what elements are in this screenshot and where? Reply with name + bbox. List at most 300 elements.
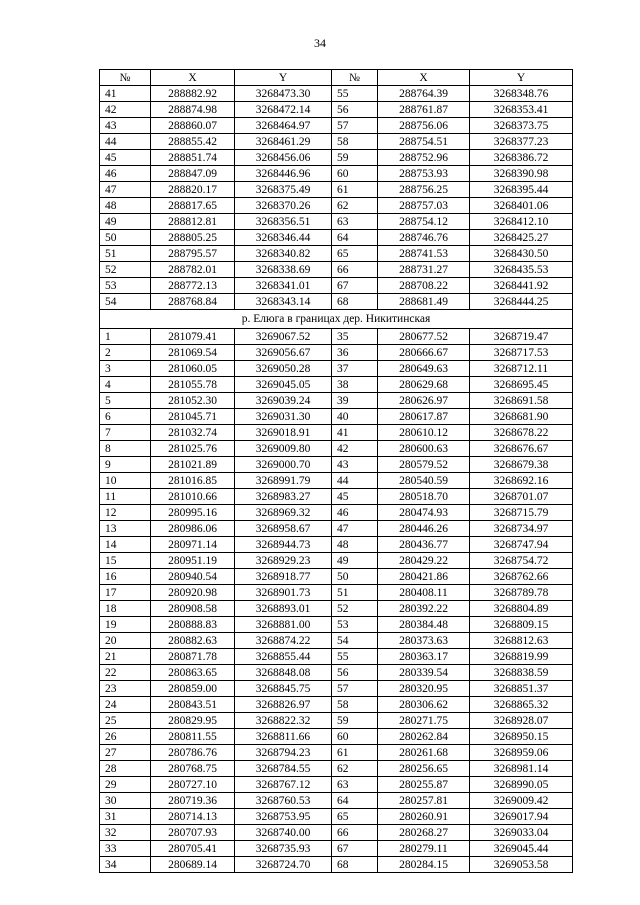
x-value-cell: 280284.15 [378,857,470,873]
y-value-cell: 3268435.53 [470,262,573,278]
x-value-cell: 280421.86 [378,569,470,585]
point-number-cell: 2 [100,345,151,361]
y-value-cell: 3268812.63 [470,633,573,649]
table-row [100,214,573,230]
table-row [100,278,573,294]
point-number-cell: 39 [332,393,378,409]
table-row [100,713,573,729]
x-value-cell: 288805.25 [151,230,235,246]
x-value-cell: 288812.81 [151,214,235,230]
x-value-cell: 280257.81 [378,793,470,809]
y-value-cell: 3268715.79 [470,505,573,521]
y-value-cell: 3268701.07 [470,489,573,505]
y-value-cell: 3268375.49 [235,182,332,198]
y-value-cell: 3268338.69 [235,262,332,278]
y-value-cell: 3268822.32 [235,713,332,729]
x-value-cell: 281069.54 [151,345,235,361]
point-number-cell: 32 [100,825,151,841]
table-row [100,825,573,841]
y-value-cell: 3268719.47 [470,329,573,345]
table-row [100,649,573,665]
point-number-cell: 57 [332,118,378,134]
x-value-cell: 288757.03 [378,198,470,214]
point-number-cell: 52 [332,601,378,617]
point-number-cell: 52 [100,262,151,278]
x-value-cell: 280268.27 [378,825,470,841]
x-value-cell: 280719.36 [151,793,235,809]
point-number-cell: 60 [332,729,378,745]
point-number-cell: 55 [332,86,378,102]
y-value-cell: 3268473.30 [235,86,332,102]
y-value-cell: 3268717.53 [470,345,573,361]
x-value-cell: 280863.65 [151,665,235,681]
x-value-cell: 288756.06 [378,118,470,134]
x-value-cell: 288754.51 [378,134,470,150]
point-number-cell: 54 [332,633,378,649]
y-value-cell: 3268753.95 [235,809,332,825]
point-number-cell: 46 [100,166,151,182]
point-number-cell: 59 [332,713,378,729]
table-row [100,473,573,489]
x-value-cell: 288874.98 [151,102,235,118]
y-value-cell: 3268340.82 [235,246,332,262]
point-number-cell: 62 [332,198,378,214]
x-value-cell: 288817.65 [151,198,235,214]
x-value-cell: 280707.93 [151,825,235,841]
x-value-cell: 280649.63 [378,361,470,377]
point-number-cell: 40 [332,409,378,425]
point-number-cell: 67 [332,841,378,857]
point-number-cell: 44 [100,134,151,150]
point-number-cell: 31 [100,809,151,825]
point-number-cell: 24 [100,697,151,713]
x-value-cell: 280995.16 [151,505,235,521]
y-value-cell: 3268811.66 [235,729,332,745]
y-value-cell: 3268692.16 [470,473,573,489]
x-value-cell: 280888.83 [151,617,235,633]
x-value-cell: 288772.13 [151,278,235,294]
y-value-cell: 3268760.53 [235,793,332,809]
y-value-cell: 3268918.77 [235,569,332,585]
point-number-cell: 16 [100,569,151,585]
table-row [100,198,573,214]
y-value-cell: 3268784.55 [235,761,332,777]
point-number-cell: 23 [100,681,151,697]
block1-body [100,86,573,310]
header-number-1: № [100,70,151,86]
table-header-row [100,70,573,86]
table-row [100,505,573,521]
point-number-cell: 63 [332,777,378,793]
y-value-cell: 3268928.07 [470,713,573,729]
x-value-cell: 280408.11 [378,585,470,601]
x-value-cell: 280986.06 [151,521,235,537]
y-value-cell: 3268679.38 [470,457,573,473]
x-value-cell: 280768.75 [151,761,235,777]
point-number-cell: 36 [332,345,378,361]
point-number-cell: 66 [332,262,378,278]
table-row [100,633,573,649]
header-x-2: X [378,70,470,86]
block2-body [100,329,573,873]
y-value-cell: 3268461.29 [235,134,332,150]
y-value-cell: 3268724.70 [235,857,332,873]
y-value-cell: 3268356.51 [235,214,332,230]
table-row [100,118,573,134]
point-number-cell: 26 [100,729,151,745]
x-value-cell: 281045.71 [151,409,235,425]
y-value-cell: 3268441.92 [470,278,573,294]
point-number-cell: 42 [332,441,378,457]
x-value-cell: 280727.10 [151,777,235,793]
point-number-cell: 34 [100,857,151,873]
x-value-cell: 288752.96 [378,150,470,166]
y-value-cell: 3269018.91 [235,425,332,441]
point-number-cell: 12 [100,505,151,521]
x-value-cell: 280271.75 [378,713,470,729]
point-number-cell: 54 [100,294,151,310]
y-value-cell: 3268425.27 [470,230,573,246]
point-number-cell: 43 [332,457,378,473]
y-value-cell: 3268341.01 [235,278,332,294]
coordinates-table [99,69,573,873]
x-value-cell: 280705.41 [151,841,235,857]
y-value-cell: 3268874.22 [235,633,332,649]
y-value-cell: 3268386.72 [470,150,573,166]
point-number-cell: 1 [100,329,151,345]
table-row [100,585,573,601]
x-value-cell: 280373.63 [378,633,470,649]
y-value-cell: 3268851.37 [470,681,573,697]
x-value-cell: 280629.68 [378,377,470,393]
point-number-cell: 67 [332,278,378,294]
y-value-cell: 3268747.94 [470,537,573,553]
y-value-cell: 3268346.44 [235,230,332,246]
point-number-cell: 17 [100,585,151,601]
y-value-cell: 3269039.24 [235,393,332,409]
header-x-1: X [151,70,235,86]
point-number-cell: 13 [100,521,151,537]
x-value-cell: 281060.05 [151,361,235,377]
point-number-cell: 35 [332,329,378,345]
point-number-cell: 42 [100,102,151,118]
point-number-cell: 66 [332,825,378,841]
table-row [100,489,573,505]
y-value-cell: 3268472.14 [235,102,332,118]
point-number-cell: 9 [100,457,151,473]
y-value-cell: 3268981.14 [470,761,573,777]
point-number-cell: 27 [100,745,151,761]
y-value-cell: 3268430.50 [470,246,573,262]
y-value-cell: 3268343.14 [235,294,332,310]
table-row [100,262,573,278]
x-value-cell: 281016.85 [151,473,235,489]
y-value-cell: 3269009.80 [235,441,332,457]
point-number-cell: 53 [332,617,378,633]
x-value-cell: 280677.52 [378,329,470,345]
x-value-cell: 288820.17 [151,182,235,198]
x-value-cell: 281021.89 [151,457,235,473]
y-value-cell: 3268676.67 [470,441,573,457]
point-number-cell: 48 [332,537,378,553]
header-y-2: Y [470,70,573,86]
y-value-cell: 3268353.41 [470,102,573,118]
y-value-cell: 3268691.58 [470,393,573,409]
point-number-cell: 7 [100,425,151,441]
y-value-cell: 3268373.75 [470,118,573,134]
y-value-cell: 3268958.67 [235,521,332,537]
x-value-cell: 280320.95 [378,681,470,697]
x-value-cell: 280610.12 [378,425,470,441]
header-y-1: Y [235,70,332,86]
point-number-cell: 33 [100,841,151,857]
x-value-cell: 280255.87 [378,777,470,793]
x-value-cell: 288681.49 [378,294,470,310]
table-row [100,294,573,310]
table-row [100,361,573,377]
y-value-cell: 3268695.45 [470,377,573,393]
point-number-cell: 25 [100,713,151,729]
point-number-cell: 30 [100,793,151,809]
x-value-cell: 288741.53 [378,246,470,262]
table-row [100,617,573,633]
x-value-cell: 281032.74 [151,425,235,441]
x-value-cell: 280829.95 [151,713,235,729]
point-number-cell: 56 [332,665,378,681]
point-number-cell: 60 [332,166,378,182]
table-row [100,777,573,793]
x-value-cell: 280617.87 [378,409,470,425]
x-value-cell: 280446.26 [378,521,470,537]
x-value-cell: 288764.39 [378,86,470,102]
table-row [100,809,573,825]
x-value-cell: 288753.93 [378,166,470,182]
point-number-cell: 11 [100,489,151,505]
y-value-cell: 3268838.59 [470,665,573,681]
table-row [100,102,573,118]
y-value-cell: 3268456.06 [235,150,332,166]
point-number-cell: 65 [332,809,378,825]
section-title: р. Елюга в границах дер. Никитинская [100,310,573,329]
table-row [100,521,573,537]
point-number-cell: 28 [100,761,151,777]
x-value-cell: 288754.12 [378,214,470,230]
y-value-cell: 3268848.08 [235,665,332,681]
y-value-cell: 3269045.44 [470,841,573,857]
y-value-cell: 3269009.42 [470,793,573,809]
x-value-cell: 281052.30 [151,393,235,409]
table-row [100,150,573,166]
x-value-cell: 281010.66 [151,489,235,505]
y-value-cell: 3268390.98 [470,166,573,182]
point-number-cell: 55 [332,649,378,665]
y-value-cell: 3268845.75 [235,681,332,697]
y-value-cell: 3268789.78 [470,585,573,601]
point-number-cell: 15 [100,553,151,569]
point-number-cell: 47 [332,521,378,537]
y-value-cell: 3268740.00 [235,825,332,841]
section-row [100,310,573,329]
point-number-cell: 37 [332,361,378,377]
y-value-cell: 3268370.26 [235,198,332,214]
table-row [100,425,573,441]
y-value-cell: 3269033.04 [470,825,573,841]
point-number-cell: 14 [100,537,151,553]
y-value-cell: 3268794.23 [235,745,332,761]
x-value-cell: 280518.70 [378,489,470,505]
y-value-cell: 3268712.11 [470,361,573,377]
point-number-cell: 41 [332,425,378,441]
x-value-cell: 288768.84 [151,294,235,310]
point-number-cell: 45 [100,150,151,166]
point-number-cell: 19 [100,617,151,633]
point-number-cell: 61 [332,745,378,761]
y-value-cell: 3268959.06 [470,745,573,761]
x-value-cell: 280540.59 [378,473,470,489]
point-number-cell: 45 [332,489,378,505]
point-number-cell: 51 [332,585,378,601]
point-number-cell: 46 [332,505,378,521]
y-value-cell: 3269050.28 [235,361,332,377]
y-value-cell: 3268944.73 [235,537,332,553]
table-row [100,182,573,198]
y-value-cell: 3268735.93 [235,841,332,857]
y-value-cell: 3268855.44 [235,649,332,665]
x-value-cell: 288855.42 [151,134,235,150]
point-number-cell: 58 [332,134,378,150]
point-number-cell: 44 [332,473,378,489]
x-value-cell: 280279.11 [378,841,470,857]
table-row [100,457,573,473]
x-value-cell: 280971.14 [151,537,235,553]
x-value-cell: 281055.78 [151,377,235,393]
point-number-cell: 4 [100,377,151,393]
x-value-cell: 280429.22 [378,553,470,569]
y-value-cell: 3269067.52 [235,329,332,345]
x-value-cell: 280843.51 [151,697,235,713]
x-value-cell: 280626.97 [378,393,470,409]
point-number-cell: 3 [100,361,151,377]
x-value-cell: 288708.22 [378,278,470,294]
y-value-cell: 3268881.00 [235,617,332,633]
x-value-cell: 280786.76 [151,745,235,761]
y-value-cell: 3268969.32 [235,505,332,521]
table-row [100,681,573,697]
x-value-cell: 280474.93 [378,505,470,521]
x-value-cell: 280920.98 [151,585,235,601]
y-value-cell: 3268681.90 [470,409,573,425]
x-value-cell: 280363.17 [378,649,470,665]
x-value-cell: 280882.63 [151,633,235,649]
x-value-cell: 280436.77 [378,537,470,553]
point-number-cell: 5 [100,393,151,409]
x-value-cell: 280908.58 [151,601,235,617]
x-value-cell: 280392.22 [378,601,470,617]
y-value-cell: 3268762.66 [470,569,573,585]
point-number-cell: 50 [100,230,151,246]
table-row [100,761,573,777]
y-value-cell: 3268395.44 [470,182,573,198]
x-value-cell: 280262.84 [378,729,470,745]
y-value-cell: 3268901.73 [235,585,332,601]
x-value-cell: 281079.41 [151,329,235,345]
x-value-cell: 288795.57 [151,246,235,262]
x-value-cell: 280261.68 [378,745,470,761]
y-value-cell: 3269000.70 [235,457,332,473]
x-value-cell: 288761.87 [378,102,470,118]
y-value-cell: 3268865.32 [470,697,573,713]
point-number-cell: 8 [100,441,151,457]
table-row [100,745,573,761]
point-number-cell: 56 [332,102,378,118]
x-value-cell: 280384.48 [378,617,470,633]
point-number-cell: 20 [100,633,151,649]
point-number-cell: 6 [100,409,151,425]
x-value-cell: 280940.54 [151,569,235,585]
x-value-cell: 280951.19 [151,553,235,569]
point-number-cell: 43 [100,118,151,134]
x-value-cell: 280306.62 [378,697,470,713]
point-number-cell: 48 [100,198,151,214]
y-value-cell: 3268444.25 [470,294,573,310]
table-row [100,841,573,857]
point-number-cell: 64 [332,230,378,246]
header-number-2: № [332,70,378,86]
x-value-cell: 280714.13 [151,809,235,825]
y-value-cell: 3268464.97 [235,118,332,134]
y-value-cell: 3269031.30 [235,409,332,425]
x-value-cell: 288860.07 [151,118,235,134]
table-row [100,697,573,713]
point-number-cell: 64 [332,793,378,809]
table-row [100,345,573,361]
point-number-cell: 61 [332,182,378,198]
point-number-cell: 49 [332,553,378,569]
point-number-cell: 18 [100,601,151,617]
x-value-cell: 288731.27 [378,262,470,278]
table-row [100,857,573,873]
y-value-cell: 3268819.99 [470,649,573,665]
x-value-cell: 281025.76 [151,441,235,457]
y-value-cell: 3268809.15 [470,617,573,633]
table-row [100,86,573,102]
y-value-cell: 3268950.15 [470,729,573,745]
y-value-cell: 3269056.67 [235,345,332,361]
point-number-cell: 22 [100,665,151,681]
table-row [100,665,573,681]
point-number-cell: 57 [332,681,378,697]
point-number-cell: 47 [100,182,151,198]
y-value-cell: 3268754.72 [470,553,573,569]
point-number-cell: 59 [332,150,378,166]
point-number-cell: 62 [332,761,378,777]
x-value-cell: 288782.01 [151,262,235,278]
y-value-cell: 3268401.06 [470,198,573,214]
y-value-cell: 3268804.89 [470,601,573,617]
table-row [100,601,573,617]
point-number-cell: 29 [100,777,151,793]
table-row [100,569,573,585]
point-number-cell: 41 [100,86,151,102]
y-value-cell: 3268893.01 [235,601,332,617]
y-value-cell: 3268990.05 [470,777,573,793]
table-row [100,134,573,150]
y-value-cell: 3269045.05 [235,377,332,393]
table-row [100,329,573,345]
y-value-cell: 3269017.94 [470,809,573,825]
y-value-cell: 3268767.12 [235,777,332,793]
table-row [100,409,573,425]
